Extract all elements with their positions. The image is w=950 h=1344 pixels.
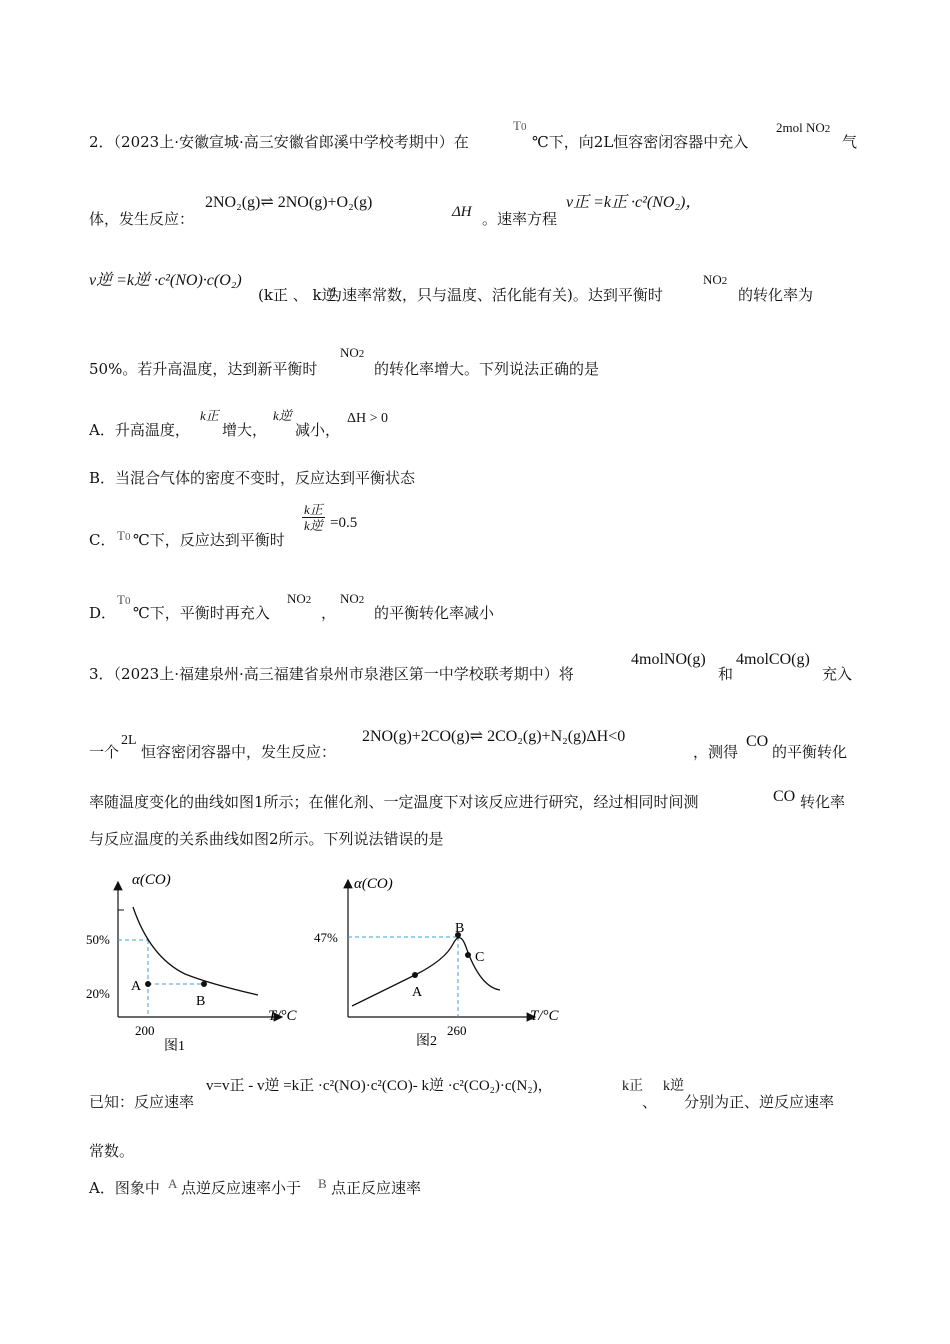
q2-paren: (k正 、 k逆 <box>258 286 337 304</box>
fig1-xlabel: T/°C <box>268 1008 297 1024</box>
q2-const: 为速率常数，只与温度、活化能有关)。达到平衡时 <box>327 286 663 304</box>
q3-a-mid: 点逆反应速率小于 <box>181 1179 302 1197</box>
q2-a-kf: k正 <box>200 408 219 423</box>
q2-v-forward: v正 =k正 ·c²(NO₂)， <box>566 194 702 211</box>
q3-rate-expr: v=v正 - v逆 =k正 ·c²(NO)·c²(CO)- k逆 ·c²(CO₂)·c(N₂)， <box>206 1078 553 1094</box>
q2-c-text: ℃下，反应达到平衡时 <box>133 531 285 549</box>
q2-a-kr: k逆 <box>273 408 292 423</box>
fig2-point-a-label: A <box>412 985 423 1000</box>
q3-he: 和 <box>718 665 734 683</box>
q2-rate-eq-label: 。速率方程 <box>482 210 558 228</box>
q3-conv-rate: 转化率 <box>800 793 846 811</box>
q3-option-a[interactable]: A．图象中 <box>89 1179 160 1197</box>
q2-d-text: ℃下，平衡时再充入 <box>133 604 270 622</box>
q3-line-1 <box>89 664 574 684</box>
fig1-title: 图1 <box>164 1039 185 1054</box>
q2-T0: T0 <box>513 118 527 133</box>
q2-line-1b: ℃下，向2L恒容密闭容器中充入 <box>532 133 749 151</box>
fig1-ylabel: α(CO) <box>132 872 171 888</box>
q2-no2: NO2 <box>703 272 728 287</box>
q2-c-T0: T0 <box>117 528 131 543</box>
q2-d-comma: ， <box>321 604 337 622</box>
fig2-title: 图2 <box>416 1034 437 1049</box>
q3-chongru: 充入 <box>822 665 853 683</box>
fig2-xtick-260: 260 <box>447 1023 467 1038</box>
fig1-curve <box>133 907 258 995</box>
q3-eq-conv: 的平衡转化 <box>772 743 848 761</box>
fig2-point-c-label: C <box>475 950 485 965</box>
q2-option-a[interactable]: A．升高温度， <box>89 421 190 439</box>
q3-no-amount: 4molNO(g) <box>631 651 706 668</box>
q2-amount: 2mol NO2 <box>776 120 831 135</box>
fig2-point-b-label: B <box>455 921 465 936</box>
q2-a-mid: 增大， <box>222 421 268 439</box>
q3-line-3: 率随温度变化的曲线如图1所示；在催化剂、一定温度下对该反应进行研究，经过相同时间测 <box>89 793 699 811</box>
fig1-ytick-50: 50% <box>86 932 110 947</box>
q3-number: 3． <box>89 665 114 683</box>
q2-text: 在 <box>453 133 469 151</box>
q2-conv-up: 的转化率增大。下列说法正确的是 <box>374 360 600 378</box>
q3-kr: k逆 <box>663 1079 684 1094</box>
q2-c-fraction: $\frac{\text{k正}}{\text{k逆}}$ <box>304 502 323 533</box>
q2-d-end: 的平衡转化率减小 <box>374 604 495 622</box>
fig1-xtick-200: 200 <box>135 1023 155 1038</box>
q3-dun: 、 <box>642 1093 658 1111</box>
fig2-xlabel: T/°C <box>530 1008 559 1024</box>
q2-c-val: =0.5 <box>330 515 358 531</box>
q2-conv: 的转化率为 <box>738 286 814 304</box>
fig2-ylabel: α(CO) <box>354 876 393 892</box>
q3-line-4: 与反应温度的关系曲线如图2所示。下列说法错误的是 <box>89 830 444 848</box>
q2-a-end: 减小， <box>295 421 341 439</box>
q3-co: CO <box>746 733 769 750</box>
fig2-point-c <box>465 952 471 958</box>
q2-line-1 <box>89 132 469 152</box>
figure-1-chart <box>80 862 320 1058</box>
q2-reaction: 2NO₂(g)⇌ 2NO(g)+O₂(g) <box>205 194 373 211</box>
q2-option-b[interactable]: B．当混合气体的密度不变时，反应达到平衡状态 <box>89 469 416 487</box>
fig2-ytick-47: 47% <box>314 930 338 945</box>
q2-v-reverse: v逆 =k逆 ·c²(NO)·c(O₂) <box>89 272 242 289</box>
q2-qi: 气 <box>842 133 858 151</box>
fig1-point-b-label: B <box>196 994 206 1009</box>
q3-known: 已知：反应速率 <box>89 1093 195 1111</box>
q3-co-amount: 4molCO(g) <box>736 651 810 668</box>
fig2-curve <box>352 938 500 1006</box>
q2-option-c[interactable]: C． <box>89 531 116 549</box>
q2-option-d[interactable]: D． <box>89 604 117 622</box>
q2-source: （2023上·安徽宣城·高三安徽省郎溪中学校考期中） <box>113 133 454 151</box>
q2-line-4: 50%。若升高温度，达到新平衡时 <box>89 360 318 378</box>
q3-a-end: 点正反应速率 <box>331 1179 422 1197</box>
q3-kf: k正 <box>622 1079 643 1094</box>
fig1-ytick-20: 20% <box>86 986 110 1001</box>
q3-a-pt: A <box>168 1176 178 1191</box>
fig1-point-a <box>145 981 151 987</box>
fig1-point-a-label: A <box>131 979 142 994</box>
q3-reaction: 2NO(g)+2CO(g)⇌ 2CO₂(g)+N₂(g)ΔH<0 <box>362 728 626 745</box>
q3-yige: 一个 <box>89 743 120 761</box>
fig2-point-a <box>412 972 418 978</box>
q3-co-b: CO <box>773 788 796 805</box>
q3-vol: 2L <box>121 733 137 748</box>
q2-no2-b: NO2 <box>340 345 365 360</box>
q3-measure: ，测得 <box>693 743 739 761</box>
q3-container: 恒容密闭容器中，发生反应： <box>141 743 337 761</box>
fig1-point-b <box>201 981 207 987</box>
q2-a-dh: ΔH > 0 <box>347 411 389 426</box>
q2-deltaH: ΔH <box>452 204 472 220</box>
q2-line-2: 体，发生反应： <box>89 210 195 228</box>
q3-b-pt: B <box>318 1176 327 1191</box>
q2-d-T0: T0 <box>117 592 131 607</box>
q3-const: 常数。 <box>89 1142 135 1160</box>
q3-source: （2023上·福建泉州·高三福建省泉州市泉港区第一中学校联考期中）将 <box>113 665 574 683</box>
figure-2-chart <box>310 862 580 1058</box>
q2-number: 2． <box>89 133 114 151</box>
q3-resp: 分别为正、逆反应速率 <box>684 1093 835 1111</box>
q2-d-no2-b: NO2 <box>340 591 365 606</box>
q2-d-no2: NO2 <box>287 591 312 606</box>
